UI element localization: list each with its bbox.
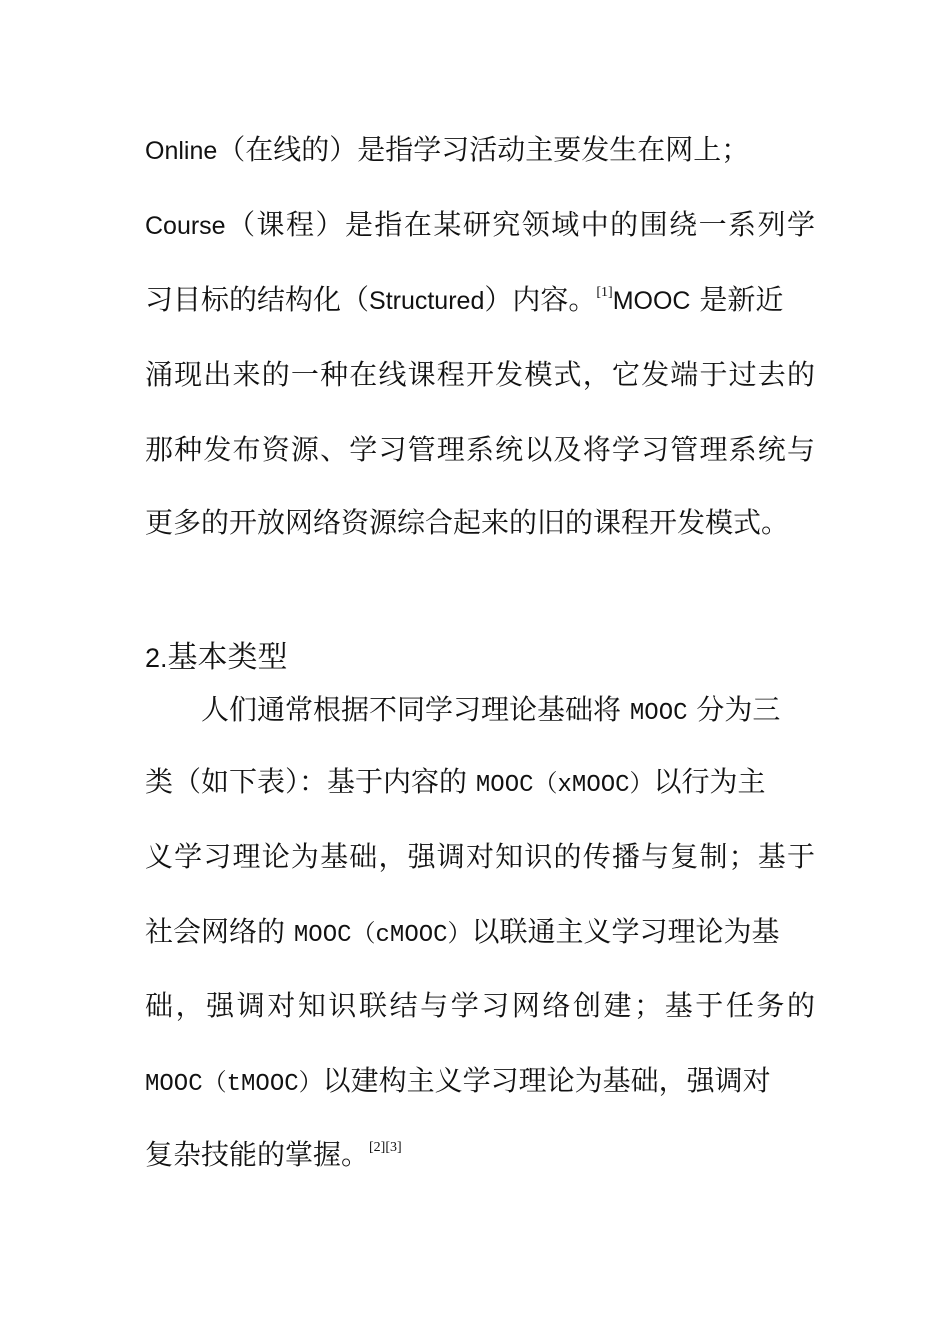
- text-segment: 分为三: [687, 693, 781, 726]
- text-segment: 础，强调对知识联结与学习网络创建；基于任务的: [145, 989, 815, 1022]
- citation-ref-2-3[interactable]: [2][3]: [369, 1140, 402, 1155]
- paragraph-2-line-3: [145, 837, 815, 877]
- paragraph-2-line-7: [145, 1135, 815, 1175]
- paragraph-2-line-5: [145, 986, 815, 1026]
- text-segment: 社会网络的: [145, 915, 294, 948]
- text-segment: 人们通常根据不同学习理论基础将: [201, 693, 630, 726]
- paragraph-1-line-5: [145, 430, 815, 470]
- text-segment: 那种发布资源、学习管理系统以及将学习管理系统与: [145, 433, 815, 466]
- term-mooc: MOOC: [612, 287, 691, 315]
- text-segment: （在线的）是指学习活动主要发生在网上；: [217, 133, 750, 166]
- paragraph-2-line-6: [145, 1061, 815, 1101]
- paragraph-2-line-1: [201, 690, 815, 730]
- term-mooc: MOOC: [629, 700, 688, 727]
- text-segment: ）内容。: [484, 283, 597, 316]
- term-xmooc: MOOC（xMOOC）: [475, 772, 654, 799]
- paragraph-1-line-1: [145, 130, 815, 170]
- term-online: Online: [145, 137, 218, 165]
- term-cmooc: MOOC（cMOOC）: [293, 922, 472, 949]
- text-segment: 是新近: [690, 283, 784, 316]
- text-segment: 义学习理论为基础，强调对知识的传播与复制；基于: [145, 840, 815, 873]
- text-segment: 涌现出来的一种在线课程开发模式，它发端于过去的: [145, 358, 815, 391]
- paragraph-2-line-4: [145, 912, 815, 952]
- text-segment: 类（如下表）：基于内容的: [145, 765, 476, 798]
- section-title: 基本类型: [167, 640, 288, 675]
- term-structured: Structured: [369, 287, 485, 315]
- term-course: Course: [145, 212, 226, 240]
- term-tmooc: MOOC（tMOOC）: [145, 1071, 323, 1098]
- paragraph-2-line-2: [145, 762, 815, 802]
- text-segment: 以建构主义学习理论为基础，强调对: [322, 1064, 771, 1097]
- paragraph-1-line-3: [145, 280, 815, 320]
- text-segment: （课程）是指在某研究领域中的围绕一系列学: [225, 208, 815, 241]
- paragraph-1-line-6: [145, 503, 815, 543]
- text-segment: 更多的开放网络资源综合起来的旧的课程开发模式。: [145, 506, 790, 539]
- paragraph-1-line-2: [145, 205, 815, 245]
- text-segment: 以联通主义学习理论为基: [471, 915, 780, 948]
- text-segment: 复杂技能的掌握。: [145, 1138, 370, 1171]
- text-segment: 以行为主: [653, 765, 766, 798]
- section-heading: [145, 636, 288, 680]
- text-segment: 习目标的结构化（: [145, 283, 370, 316]
- paragraph-1-line-4: [145, 355, 815, 395]
- section-number: 2.: [145, 643, 168, 673]
- citation-ref-1[interactable]: [1]: [596, 285, 613, 300]
